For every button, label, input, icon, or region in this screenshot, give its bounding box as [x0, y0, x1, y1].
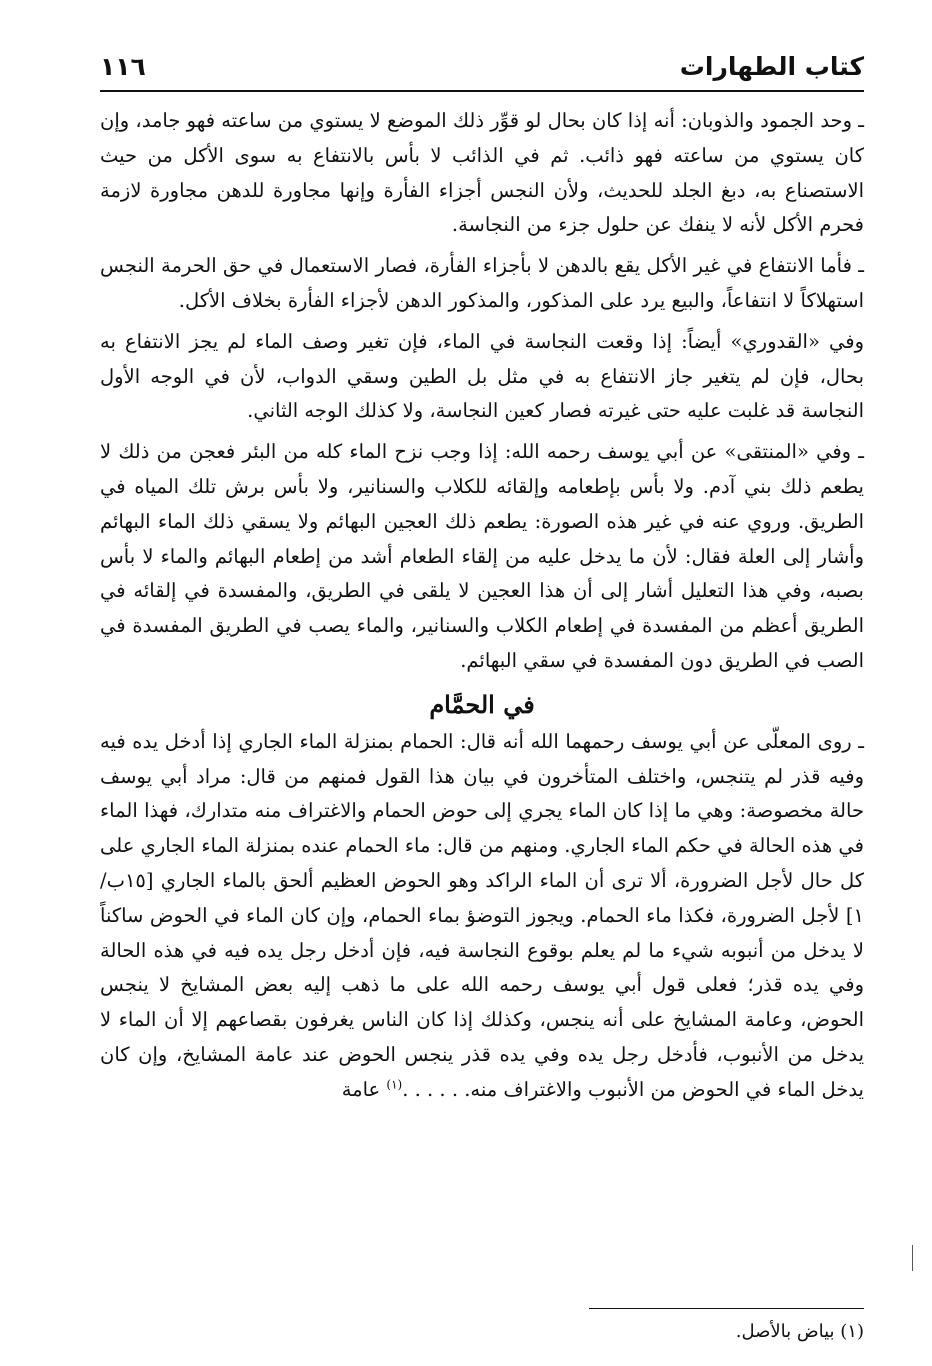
main-text: [100, 104, 864, 1114]
paragraph-4: ـ وفي «المنتقى» عن أبي يوسف رحمه الله: إذا وجب نزح الماء كله من البئر فعجن من ذلك لا يطعم ذلك بني آدم. ولا بأس بإطعامه وإلقائه للكلاب والسنانير، ولا بأس برش تلك المياه في الطريق. وروي عنه في غير هذه الصورة: يطعم ذلك العجين البهائم ولا يسقي ذلك الماء البهائم وأشار إلى العلة فقال: لأن ما يدخل عليه من إلقاء الطعام أشد من إطعام البهائم والماء لا بأس بصبه، وفي هذا التعليل أشار إلى أن هذا العجين لا يلقى في الطريق، والمفسدة في إلقائه في الطريق أعظم من المفسدة في إطعام الكلاب والسنانير، والماء يصب في الطريق المفسدة في الصب في الطريق دون المفسدة في سقي البهائم.: [100, 440, 864, 672]
header-divider: [100, 90, 864, 92]
section-heading: في الحمَّام: [429, 689, 535, 719]
footnote-number: (١): [840, 1321, 864, 1342]
page-number: ١١٦: [100, 52, 146, 81]
section-paragraph: [100, 725, 864, 1108]
footnote-text: بياض بالأصل.: [735, 1321, 835, 1342]
scan-mark: [912, 1245, 913, 1271]
paragraph-1: ـ وحد الجمود والذوبان: أنه إذا كان بحال لو قوِّر ذلك الموضع لا يستوي من ساعته فهو جامد، وإن كان يستوي من ساعته فهو ذائب. ثم في الذائب لا بأس بالانتفاع به سوى الأكل من حيث الاستصناع به، دبغ الجلد للحديث، ولأن النجس أجزاء الفأرة وإنها مجاورة للدهن مجاورة لازمة فحرم الأكل لأنه لا ينفك عن حلول جزء من النجاسة.: [100, 109, 864, 237]
paragraph-2: ـ فأما الانتفاع في غير الأكل يقع بالدهن لا بأجزاء الفأرة، فصار الاستعمال في حق الحرمة النجس استهلاكاً لا انتفاعاً، والبيع يرد على المذكور، والمذكور الدهن لأجزاء الفأرة بخلاف الأكل.: [100, 254, 864, 312]
section-paragraph-end: عامة: [341, 1077, 381, 1101]
section-paragraph-text: ـ روى المعلّى عن أبي يوسف رحمهما الله أنه قال: الحمام بمنزلة الماء الجاري إذا أدخل يده فيه وفيه قذر لم يتنجس، واختلف المتأخرون في بيان هذا القول فمنهم من قال: مراد أبي يوسف حالة مخصوصة: وهي ما إذا كان الماء يجري إلى حوض الحمام والاغتراف منه متدارك، فهذا الماء في هذه الحالة في حكم الماء الجاري. ومنهم من قال: ماء الحمام عنده بمنزلة الماء الجاري على كل حال لأجل الضرورة، ألا ترى أن الماء الراكد وهو الحوض العظيم ألحق بالماء الجاري [١٥ب/١] لأجل الضرورة، فكذا ماء الحمام. ويجوز التوضؤ بماء الحمام، وإن كان الماء في الحوض ساكناً لا يدخل من أنبوبه شيء ما لم يعلم بوقوع النجاسة فيه، فإن أدخل رجل يده فيه في هذه الحالة وفي يده قذر؛ فعلى قول أبي يوسف رحمه الله على ما ذهب إليه بعض المشايخ لا ينجس الحوض، وعامة المشايخ على أنه ينجس، وكذلك إذا كان الناس يغرفون بقصاعهم إلا أن الماء لا يدخل من الأنبوب، فأدخل رجل يده وفي يده قذر ينجس الحوض عند عامة المشايخ، وإن كان يدخل الماء في الحوض من الأنبوب والاغتراف منه. . . . . .: [100, 729, 864, 1101]
paragraph-3: وفي «القدوري» أيضاً: إذا وقعت النجاسة في الماء، فإن تغير وصف الماء لم يجز الانتفاع به بحال، فإن لم يتغير جاز الانتفاع به في مثل بل الطين وسقي الدواب، لأن في الوجه الأول النجاسة قد غلبت عليه حتى غيرته فصار كعين النجاسة، ولا كذلك الوجه الثاني.: [100, 329, 864, 423]
page-header: [100, 50, 864, 90]
footnote: [100, 1318, 864, 1346]
footnote-reference: (١): [386, 1077, 403, 1092]
book-title: كتاب الطهارات: [679, 52, 864, 81]
footnote-divider: [589, 1308, 864, 1309]
